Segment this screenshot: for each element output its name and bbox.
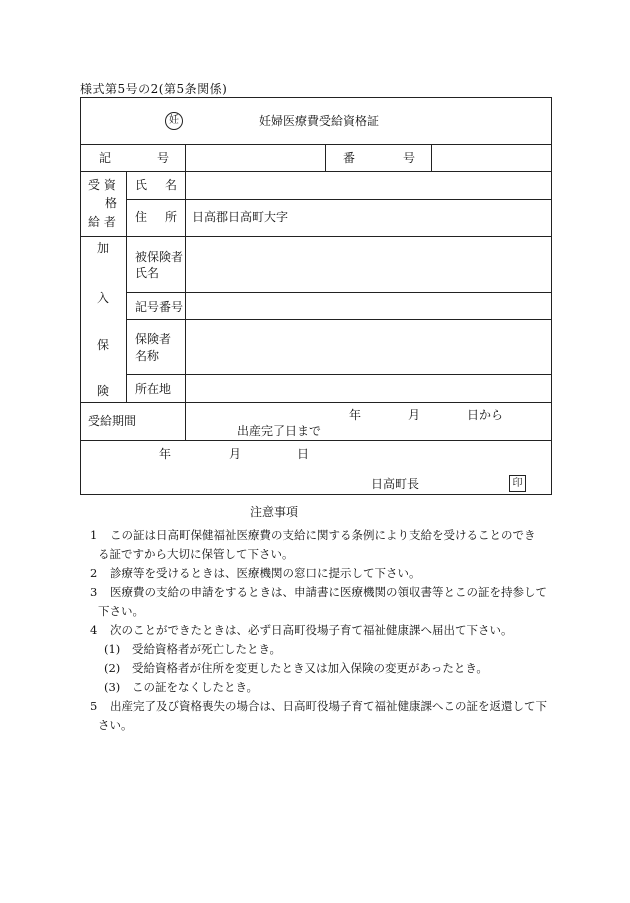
note-num: 3 xyxy=(90,585,98,599)
insurer-label: 保険者 xyxy=(135,332,172,346)
notes-title: 注意事項 xyxy=(250,505,299,519)
pregnancy-seal-icon: 妊 xyxy=(165,112,183,130)
insurance-group-label-3: 保 xyxy=(97,338,110,352)
period-day-from: 日から xyxy=(467,408,504,422)
issue-year: 年 xyxy=(159,447,172,461)
label-char: 号 xyxy=(156,151,169,165)
kigo-label xyxy=(99,151,169,165)
note-item-4 xyxy=(90,621,552,640)
line-insured-bottom xyxy=(126,292,551,293)
name-label xyxy=(135,178,177,192)
certificate-title: 妊婦医療費受給資格証 xyxy=(259,114,380,128)
location-label: 所在地 xyxy=(135,382,172,396)
line-insurer-bottom xyxy=(126,374,551,375)
label-char: 号 xyxy=(402,151,415,165)
insurance-group-label-1: 加 xyxy=(97,241,110,255)
label-char: 氏 xyxy=(135,178,148,192)
note-cont: 下さい。 xyxy=(98,604,144,618)
issue-month: 月 xyxy=(229,447,242,461)
subitem-text: 受給資格者が住所を変更したとき又は加入保険の変更があったとき。 xyxy=(132,661,488,675)
vline-group xyxy=(126,171,127,402)
line-recipient-bottom xyxy=(81,236,551,237)
symbol-number-label: 記号番号 xyxy=(135,300,184,314)
official-seal-icon: 印 xyxy=(509,475,526,492)
note-text: 医療費の支給の申請をするときは、申請書に医療機関の領収書等とこの証を持参して xyxy=(110,585,547,599)
subitem-num: (3) xyxy=(104,680,121,694)
line-name-bottom xyxy=(126,199,551,200)
insurer-name-label: 名称 xyxy=(135,349,160,363)
recipient-group-label-2: 格 xyxy=(105,196,118,210)
line-number-bottom xyxy=(81,171,551,172)
note-text: 診療等を受けるときは、医療機関の窓口に提示して下さい。 xyxy=(110,566,421,580)
recipient-group-label-3: 給 者 xyxy=(88,215,116,229)
note-text: この証は日高町保健福祉医療費の支給に関する条例により支給を受けることのでき xyxy=(110,528,536,542)
note-item-5 xyxy=(90,697,552,735)
note-text: 次のことができたときは、必ず日高町役場子育て福祉健康課へ届出て下さい。 xyxy=(110,623,513,637)
address-value: 日高郡日高町大字 xyxy=(192,210,289,224)
note-item-1 xyxy=(90,526,552,564)
insurance-group-label-4: 険 xyxy=(97,384,110,398)
insured-label: 被保険者 xyxy=(135,250,184,264)
period-until: 出産完了日まで xyxy=(237,424,322,438)
subitem-num: (2) xyxy=(104,661,121,675)
label-char: 番 xyxy=(343,151,356,165)
issuer-name: 日高町長 xyxy=(371,477,420,491)
note-num: 5 xyxy=(90,699,98,713)
line-insurance-bottom xyxy=(81,402,551,403)
vline-number-2 xyxy=(325,144,326,171)
period-month: 月 xyxy=(408,408,421,422)
certificate-frame xyxy=(80,97,552,495)
subitem-text: この証をなくしたとき。 xyxy=(132,680,259,694)
note-num: 4 xyxy=(90,623,98,637)
period-year: 年 xyxy=(349,408,362,422)
note-num: 1 xyxy=(90,528,98,542)
period-label: 受給期間 xyxy=(88,414,137,428)
note-cont: さい。 xyxy=(98,718,133,732)
note-item-2 xyxy=(90,564,552,583)
vline-number-1 xyxy=(185,144,186,171)
note-text: 出産完了及び資格喪失の場合は、日高町役場子育て福祉健康課へこの証を返還して下 xyxy=(110,699,547,713)
note-item-3 xyxy=(90,583,552,621)
subitem-text: 受給資格者が死亡したとき。 xyxy=(132,642,282,656)
note-cont: る証ですから大切に保管して下さい。 xyxy=(98,547,294,561)
label-char: 名 xyxy=(164,178,177,192)
line-period-bottom xyxy=(81,440,551,441)
form-header: 様式第5号の2(第5条関係) xyxy=(80,82,228,96)
vline-label xyxy=(185,171,186,440)
recipient-group-label-1: 受 資 xyxy=(88,178,116,192)
note-num: 2 xyxy=(90,566,98,580)
issue-day: 日 xyxy=(297,447,310,461)
note-subitem-2 xyxy=(104,659,488,678)
note-subitem-3 xyxy=(104,678,258,697)
vline-number-3 xyxy=(431,144,432,171)
label-char: 所 xyxy=(164,210,177,224)
line-title-bottom xyxy=(81,144,551,145)
insurance-group-label-2: 入 xyxy=(97,291,110,305)
bango-label xyxy=(343,151,415,165)
address-label xyxy=(135,210,177,224)
line-symbol-bottom xyxy=(126,319,551,320)
label-char: 住 xyxy=(135,210,148,224)
note-subitem-1 xyxy=(104,640,281,659)
subitem-num: (1) xyxy=(104,642,121,656)
insured-name-label: 氏名 xyxy=(135,266,160,280)
label-char: 記 xyxy=(99,151,112,165)
